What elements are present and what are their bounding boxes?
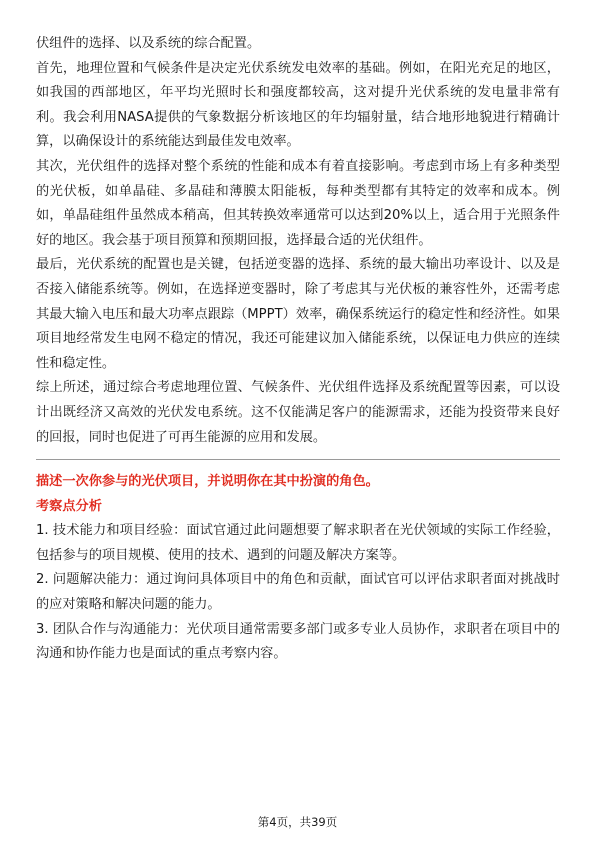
paragraph-location-climate: 首先，地理位置和气候条件是决定光伏系统发电效率的基础。例如，在阳光充足的地区，如我国的西部地区，年平均光照时长和强度都较高，这对提升光伏系统的发电量非常有利。我会利用NASA提供的气象数据分析该地区的年均辐射量，结合地形地貌进行精确计算，以确保设计的系统能达到最佳发电效率。 [36, 60, 560, 150]
paragraph-summary: 综上所述，通过综合考虑地理位置、气候条件、光伏组件选择及系统配置等因素，可以设计出既经济又高效的光伏发电系统。这不仅能满足客户的能源需求，还能为投资带来良好的回报，同时也促进了可再生能源的应用和发展。 [36, 380, 560, 445]
page-content [36, 32, 560, 667]
analysis-point: 3. 团队合作与沟通能力：光伏项目通常需要多部门或多专业人员协作，求职者在项目中的沟通和协作能力也是面试的重点考察内容。 [36, 621, 560, 662]
paragraph-module-selection: 其次，光伏组件的选择对整个系统的性能和成本有着直接影响。考虑到市场上有多种类型的光伏板，如单晶硅、多晶硅和薄膜太阳能板，每种类型都有其特定的效率和成本。例如，单晶硅组件虽然成本稍高，但其转换效率通常可以达到20%以上，适合用于光照条件好的地区。我会基于项目预算和预期回报，选择最合适的光伏组件。 [36, 158, 560, 248]
paragraph-system-config: 最后，光伏系统的配置也是关键，包括逆变器的选择、系统的最大输出功率设计、以及是否接入储能系统等。例如，在选择逆变器时，除了考虑其与光伏板的兼容性外，还需考虑其最大输入电压和最大功率点跟踪（MPPT）效率，确保系统运行的稳定性和经济性。如果项目地经常发生电网不稳定的情况，我还可能建议加入储能系统，以保证电力供应的连续性和稳定性。 [36, 257, 560, 371]
analysis-heading: 考察点分析 [36, 498, 102, 514]
section-divider [36, 459, 560, 460]
paragraph-continuation: 伏组件的选择、以及系统的综合配置。 [36, 36, 261, 51]
analysis-point: 2. 问题解决能力：通过询问具体项目中的角色和贡献，面试官可以评估求职者面对挑战时的应对策略和解决问题的能力。 [36, 572, 560, 613]
analysis-point: 1. 技术能力和项目经验：面试官通过此问题想要了解求职者在光伏领域的实际工作经验，包括参与的项目规模、使用的技术、遇到的问题及解决方案等。 [36, 523, 560, 563]
page-number-footer: 第4页，共39页 [257, 815, 338, 829]
interview-question: 描述一次你参与的光伏项目，并说明你在其中扮演的角色。 [36, 474, 379, 490]
